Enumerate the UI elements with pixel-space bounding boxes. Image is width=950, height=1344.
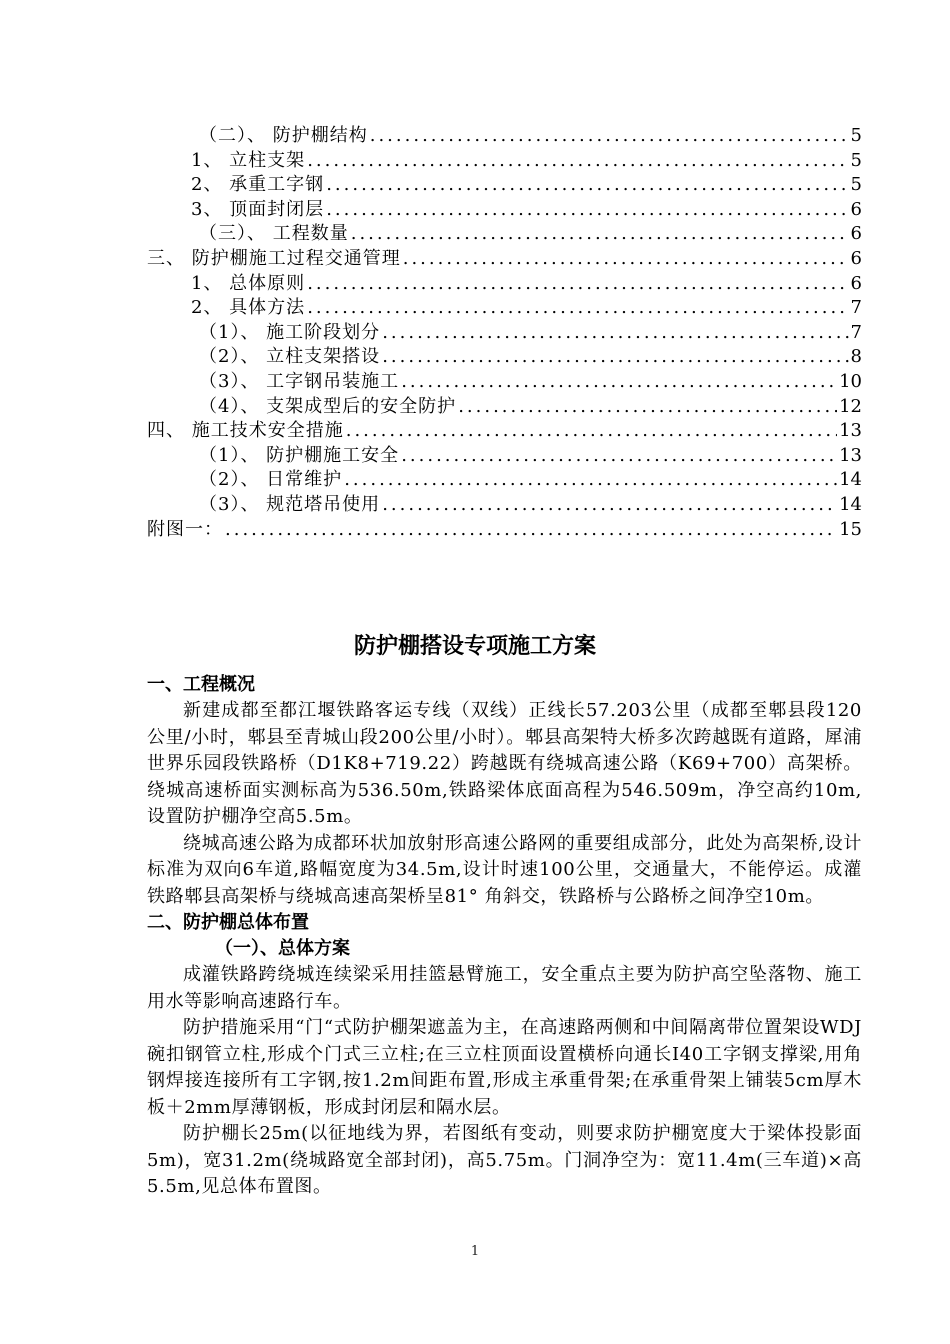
toc-entry-title: （二）、 防护棚结构	[199, 125, 368, 146]
toc-entry-title: （2）、 日常维护	[199, 469, 343, 491]
toc-entry-title: （1）、 施工阶段划分	[199, 321, 381, 343]
toc-entry-page: 8	[850, 346, 862, 368]
document-body	[147, 672, 862, 1201]
toc-leader-dots	[370, 124, 849, 149]
toc-entry[interactable]	[147, 198, 862, 223]
toc-leader-dots	[382, 321, 848, 346]
toc-entry-title: 三、 防护棚施工过程交通管理	[147, 247, 401, 269]
toc-leader-dots	[458, 395, 837, 420]
toc-entry[interactable]	[147, 173, 862, 198]
toc-entry-page: 5	[850, 125, 862, 146]
toc-entry-page: 6	[850, 223, 862, 245]
toc-entry-page: 15	[839, 518, 862, 540]
toc-leader-dots	[225, 518, 837, 543]
paragraph: 防护棚长25m(以征地线为界，若图纸有变动，则要求防护棚宽度大于梁体投影面5m)，宽31.2m(绕城路宽全部封闭)，高5.75m。门洞净空为：宽11.4m(三车道)×高5.5m,见总体布置图。	[147, 1123, 862, 1197]
toc-entry-title: 2、 具体方法	[191, 297, 306, 319]
toc-leader-dots	[401, 444, 837, 469]
toc-entry-page: 5	[850, 149, 862, 171]
toc-leader-dots	[344, 468, 837, 493]
toc-entry[interactable]	[147, 149, 862, 174]
toc-entry[interactable]	[147, 124, 862, 149]
toc-entry[interactable]	[147, 493, 862, 518]
toc-leader-dots	[307, 296, 848, 321]
toc-entry-page: 7	[850, 297, 862, 319]
toc-entry-title: 2、 承重工字钢	[191, 174, 325, 196]
toc-leader-dots	[326, 173, 848, 198]
toc-entry[interactable]	[147, 272, 862, 297]
page-number: 1	[470, 1244, 480, 1259]
table-of-contents	[147, 124, 862, 542]
section-heading: 二、防护棚总体布置	[147, 912, 309, 933]
toc-entry-page: 13	[839, 444, 862, 466]
toc-entry-title: （4）、 支架成型后的安全防护	[199, 395, 457, 417]
toc-entry-page: 6	[850, 247, 862, 269]
toc-entry[interactable]	[147, 518, 862, 543]
toc-entry[interactable]	[147, 468, 862, 493]
toc-leader-dots	[307, 149, 848, 174]
toc-entry-page: 6	[850, 198, 862, 220]
toc-entry-title: 附图一：	[147, 518, 223, 540]
toc-entry-page: 5	[850, 174, 862, 196]
toc-entry-page: 6	[850, 272, 862, 294]
toc-entry[interactable]	[147, 395, 862, 420]
document-title: 防护棚搭设专项施工方案	[353, 634, 596, 659]
toc-leader-dots	[351, 222, 849, 247]
toc-entry[interactable]	[147, 419, 862, 444]
toc-entry[interactable]	[147, 321, 862, 346]
toc-entry-title: （1）、 防护棚施工安全	[199, 444, 400, 466]
toc-leader-dots	[401, 370, 837, 395]
toc-leader-dots	[346, 419, 837, 444]
paragraph: 新建成都至都江堰铁路客运专线（双线）正线长57.203公里（成都至郫县段120公里/小时，郫县至青城山段200公里/小时）。郫县高架特大桥多次跨越既有道路，犀浦世界乐园段铁路桥（D1K8+719.22）跨越既有绕城高速公路（K69+700）高架桥。绕城高速桥面实测标高为536.50m,铁路梁体底面高程为546.509m，净空高约10m,设置防护棚净空高5.5m。	[147, 700, 862, 827]
paragraph: 成灌铁路跨绕城连续梁采用挂篮悬臂施工，安全重点主要为防护高空坠落物、施工用水等影响高速路行车。	[147, 964, 862, 1012]
toc-entry[interactable]	[147, 296, 862, 321]
toc-leader-dots	[307, 272, 848, 297]
toc-entry-page: 7	[850, 321, 862, 343]
toc-leader-dots	[382, 493, 837, 518]
toc-entry-title: （3）、 工字钢吊装施工	[199, 370, 400, 392]
toc-entry-title: （3）、 规范塔吊使用	[199, 493, 381, 515]
paragraph: 绕城高速公路为成都环状加放射形高速公路网的重要组成部分，此处为高架桥,设计标准为双向6车道,路幅宽度为34.5m,设计时速100公里，交通量大，不能停运。成灌铁路郫县高架桥与绕城高速高架桥呈81° 角斜交，铁路桥与公路桥之间净空10m。	[147, 832, 862, 907]
subsection-heading: （一）、总体方案	[215, 938, 350, 959]
toc-entry[interactable]	[147, 222, 862, 247]
toc-entry[interactable]	[147, 345, 862, 370]
toc-leader-dots	[326, 198, 848, 223]
toc-entry-title: 1、 总体原则	[191, 272, 306, 294]
toc-entry-page: 12	[839, 395, 862, 417]
toc-leader-dots	[403, 247, 849, 272]
paragraph: 防护措施采用“门“式防护棚架遮盖为主，在高速路两侧和中间隔离带位置架设WDJ碗扣钢管立柱,形成个门式三立柱;在三立柱顶面设置横桥向通长I40工字钢支撑梁,用角钢焊接连接所有工字钢,按1.2m间距布置,形成主承重骨架;在承重骨架上铺装5cm厚木板＋2mm厚薄钢板，形成封闭层和隔水层。	[147, 1017, 862, 1118]
toc-entry-title: （2）、 立柱支架搭设	[199, 346, 381, 368]
toc-leader-dots	[382, 345, 848, 370]
toc-entry[interactable]	[147, 370, 862, 395]
toc-entry-title: （三）、 工程数量	[199, 223, 349, 245]
toc-entry-title: 1、 立柱支架	[191, 149, 306, 171]
toc-entry-title: 四、 施工技术安全措施	[147, 420, 344, 442]
toc-entry-page: 14	[839, 469, 862, 491]
toc-entry-page: 14	[839, 493, 862, 515]
toc-entry-title: 3、 顶面封闭层	[191, 198, 325, 220]
toc-entry-page: 13	[839, 420, 862, 442]
toc-entry[interactable]	[147, 247, 862, 272]
toc-entry[interactable]	[147, 444, 862, 469]
section-heading: 一、工程概况	[147, 674, 255, 695]
toc-entry-page: 10	[839, 370, 862, 392]
